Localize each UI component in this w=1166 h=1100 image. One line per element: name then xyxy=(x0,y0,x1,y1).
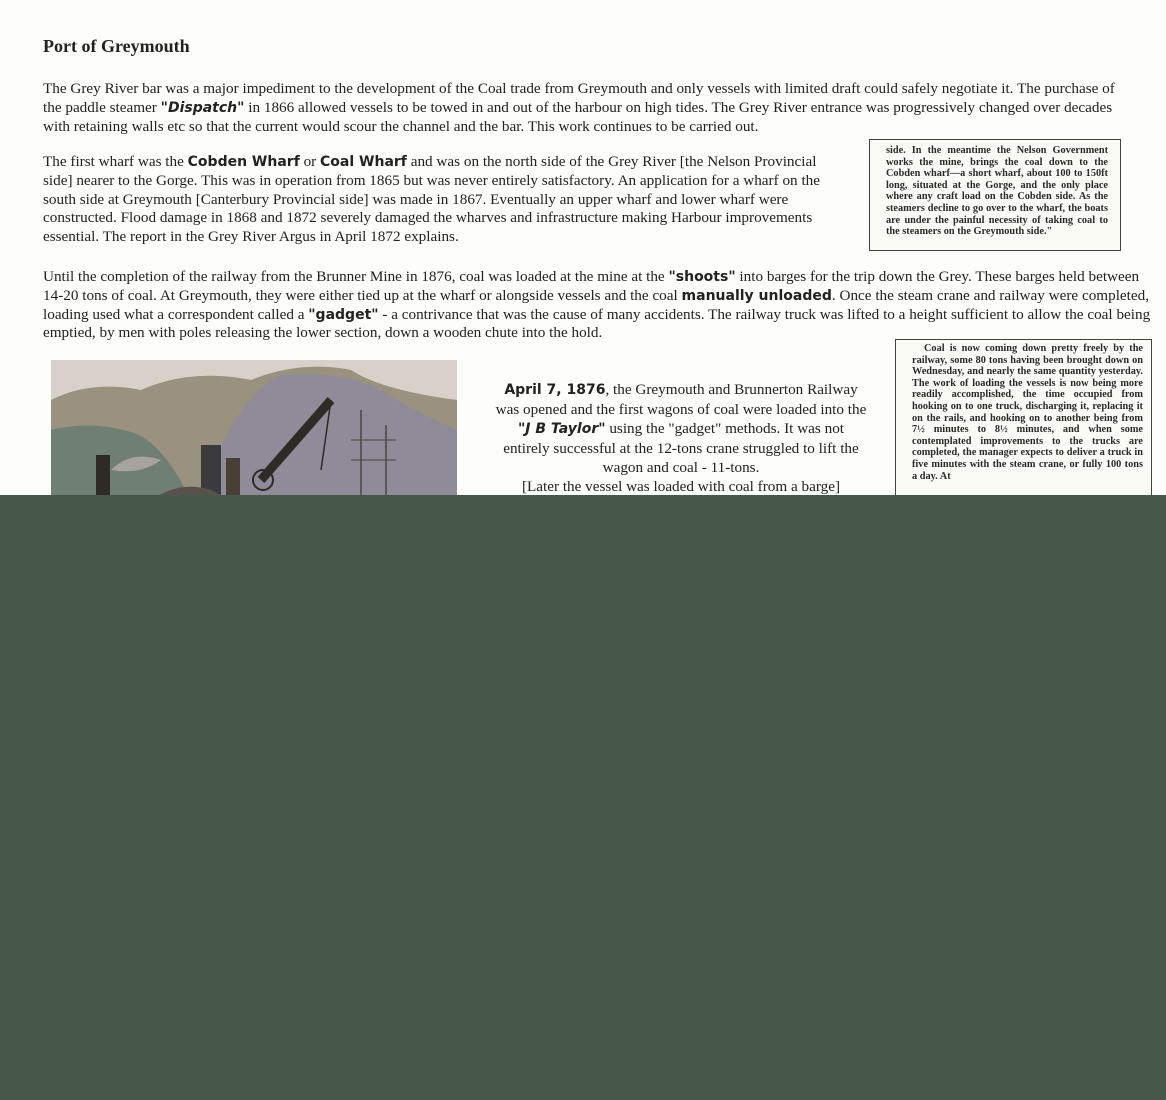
newspaper-clipping-argus: side. In the meantime the Nelson Government works the mine, brings the coal down to the Cobden wharf—a short wharf, about 100 to 150ft long, situated at the Gorge, and the only place where any craft load on the Cobden side. As the steamers decline to go over to the wharf, the boats are under the painful necessity of taking coal to the steamers on the Greymouth side." xyxy=(869,139,1121,251)
cobden-wharf-term: Cobden Wharf xyxy=(187,154,300,170)
document-page xyxy=(0,0,1166,495)
ship-name-jb-taylor: "J B Taylor" xyxy=(517,421,606,437)
paragraph-wharf xyxy=(43,153,833,247)
text-span: into barges for the trip down the Grey. These barges held between 14-20 tons of coal. At Greymouth, they were either tied up at the wharf or alongside vessels and the coal xyxy=(43,268,1140,304)
text-span: - a contrivance that was the cause of many accidents. The railway truck was lifted to a height sufficient to allow the coal being emptied, by men with poles releasing the lower section, down a wooden chute into the hold. xyxy=(43,305,1151,342)
caption-note: [Later the vessel was loaded with coal from a barge] xyxy=(521,478,841,495)
text-span: , the Greymouth and Brunnerton Railway was opened and the first wagons of coal were loaded into the xyxy=(495,381,867,418)
caption-date: April 7, 1876 xyxy=(504,382,606,398)
shoots-term: "shoots" xyxy=(668,269,736,285)
paragraph-railway xyxy=(43,268,1155,343)
paragraph-bar xyxy=(43,80,1128,136)
text-span: The first wharf was the xyxy=(43,153,188,170)
text-span: using the "gadget" methods. It was not entirely successful at the 12-tons crane struggled to lift the wagon and coal - 11-tons. xyxy=(503,420,859,476)
engraving-illustration xyxy=(51,360,457,495)
illustration-caption xyxy=(493,380,869,495)
text-span: . Once the steam crane and railway were completed, loading used what a correspondent called a xyxy=(43,286,1150,323)
text-span: and was on the north side of the Grey River [the Nelson Provincial side] nearer to the Gorge. This was in operation from 1865 but was never entirely satisfactory. An application for a wharf on the south side at Greymouth [Canterbury Provincial side] was made in 1867. Eventually an upper wharf and lower wharf were constructed. Flood damage in 1868 and 1872 severely damaged the wharves and infrastructure making Harbour improvements essential. The report in the Grey River Argus in April 1872 explains. xyxy=(43,153,821,246)
gadget-term: "gadget" xyxy=(308,306,379,323)
manually-unloaded-term: manually unloaded xyxy=(681,287,832,304)
text-span: or xyxy=(299,153,321,170)
coal-wharf-term: Coal Wharf xyxy=(320,154,407,170)
text-span: Until the completion of the railway from the Brunner Mine in 1876, coal was loaded at the mine at the xyxy=(43,268,669,285)
page-title: Port of Greymouth xyxy=(43,36,190,56)
newspaper-clipping-coal: Coal is now coming down pretty freely by the railway, some 80 tons having been brought down on Wednesday, and nearly the same quantity yesterday. The work of loading the vessels is now being more readily accomplished, the time occupied from hooking on to one truck, discharging it, replacing it on the rails, and hooking on to another being from 7½ minutes to 8½ minutes, and when some contemplated improvements to the trucks are completed, the manager expects to deliver a truck in five minutes with the steam crane, or fully 100 tons a day. At xyxy=(895,339,1152,495)
ship-name-dispatch: "Dispatch" xyxy=(160,99,245,116)
text-span: in 1866 allowed vessels to be towed in and out of the harbour on high tides. The Grey River entrance was progressively changed over decades with retaining walls etc so that the current would scour the channel and the bar. This work continues to be carried out. xyxy=(43,98,1113,135)
steam-crane-engraving xyxy=(51,360,457,495)
text-span: The Grey River bar was a major impediment to the development of the Coal trade from Greymouth and only vessels with limited draft could safely negotiate it. The purchase of the paddle steamer xyxy=(43,80,1115,116)
